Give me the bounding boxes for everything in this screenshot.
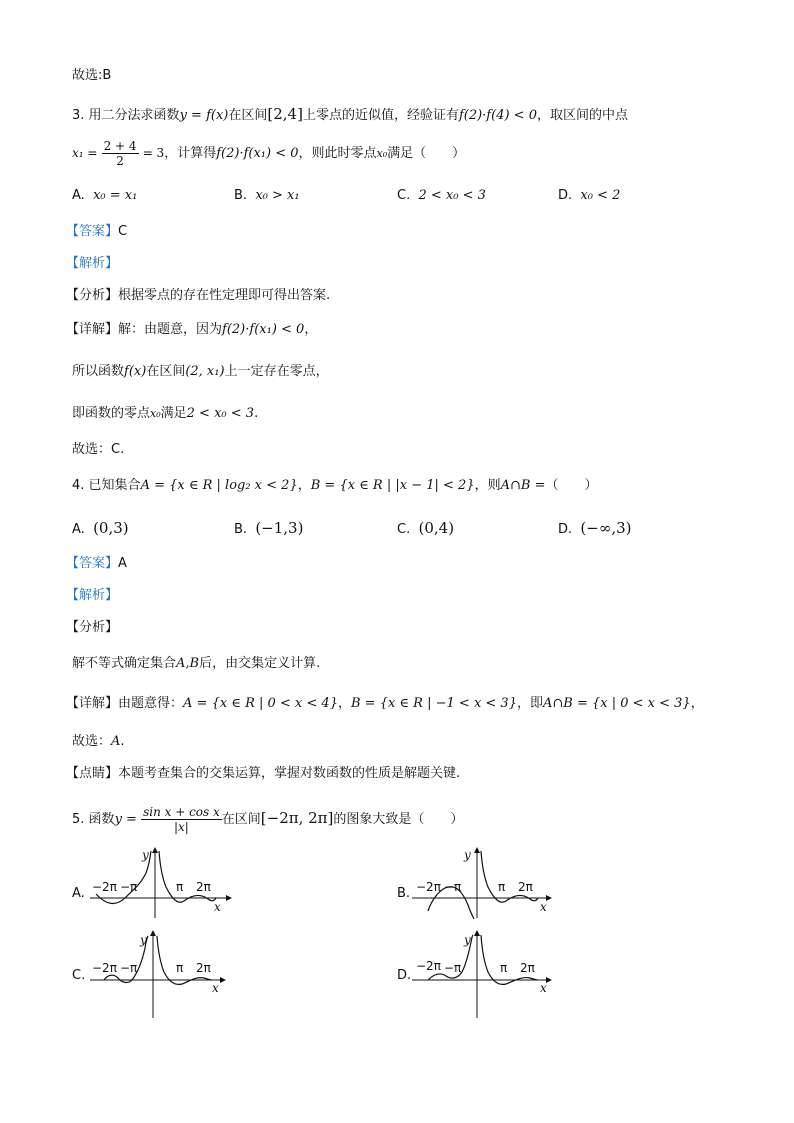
q3-x1: x₁ =	[72, 146, 98, 160]
q4-option-b[interactable]: B. (−1,3)	[234, 519, 304, 537]
q4-analysis-heading: 【解析】	[66, 588, 119, 603]
q5-number: 5.	[72, 812, 85, 827]
q3-fraction: $\frac{2 + 4}{2}$	[103, 139, 137, 168]
q4-set-a: A = {x ∈ R | log₂ x < 2}	[140, 478, 298, 493]
q4-fenxi: 解不等式确定集合A,B后，由交集定义计算.	[72, 656, 321, 671]
q3-condition2: f(2)·f(x₁) < 0	[216, 146, 299, 161]
q4-number: 4.	[72, 478, 85, 493]
q5-option-d-label[interactable]: D.	[397, 968, 412, 983]
tick-2pi: 2π	[196, 880, 211, 894]
q3-fenxi: 【分析】根据零点的存在性定理即可得出答案.	[66, 288, 331, 303]
y-axis-label: y	[140, 933, 147, 947]
q5-graph-a[interactable]	[88, 845, 238, 920]
q3-detail-line2: 所以函数f(x)在区间(2, x₁)上一定存在零点，	[72, 364, 329, 379]
q3-option-a[interactable]: A. x₀ = x₁	[72, 188, 138, 203]
x-axis-label: x	[212, 981, 219, 995]
q4-option-c[interactable]: C. (0,4)	[397, 519, 455, 537]
q3-answer: 【答案】C	[66, 224, 128, 239]
q4-option-d[interactable]: D. (−∞,3)	[558, 519, 632, 537]
q4-answer: 【答案】A	[66, 556, 127, 571]
q3-analysis-heading: 【解析】	[66, 256, 119, 271]
q3-detail: 【详解】解：由题意，因为f(2)·f(x₁) < 0，	[66, 322, 318, 337]
q3-text: 用二分法求函数	[88, 108, 180, 123]
q5-option-b-label[interactable]: B.	[397, 886, 411, 901]
q4-set-b: B = {x ∈ R | |x − 1| < 2}	[310, 478, 475, 493]
tick-pi: π	[176, 880, 184, 894]
q5-graph-d[interactable]	[410, 928, 560, 1020]
y-axis-label: y	[142, 848, 149, 862]
y-axis-label: y	[464, 848, 471, 862]
x-axis-label: x	[540, 981, 547, 995]
tick-pi: π	[498, 880, 506, 894]
q4-detail: 【详解】由题意得：A = {x ∈ R | 0 < x < 4}，B = {x ∈ R | −1 < x < 3}，即A∩B = {x | 0 < x < 3}，	[66, 696, 704, 711]
q3-condition: f(2)·f(4) < 0	[458, 108, 537, 123]
q5-graph-c[interactable]	[88, 928, 238, 1020]
tick-2pi: 2π	[196, 961, 211, 975]
tick-neg2pi: −2π	[92, 880, 117, 894]
q4-option-a[interactable]: A. (0,3)	[72, 519, 129, 537]
q3-option-c[interactable]: C. 2 < x₀ < 3	[397, 188, 486, 203]
q5-fraction: $\frac{\text{sin x + cos x}}{|x|}$	[143, 805, 220, 834]
q3-number: 3.	[72, 108, 85, 123]
tick-neg2pi: −2π	[416, 880, 441, 894]
q3-final: 故选：C.	[72, 442, 125, 457]
tick-2pi: 2π	[518, 880, 533, 894]
q3-stem-line2: x₁ = $\frac{2 + 4}{2}$ = 3，计算得f(2)·f(x₁) < 0，则此时零点x₀满足（ ）	[72, 139, 466, 168]
x-axis-label: x	[540, 900, 547, 914]
tick-neg2pi: −2π	[92, 961, 117, 975]
q4-fenxi-heading: 【分析】	[66, 620, 119, 635]
tick-pi: π	[500, 961, 508, 975]
q5-stem: 5. 函数y = $\frac{\text{sin x + cos x}}{|x|}$ 在区间[−2π, 2π]的图象大致是（ ）	[72, 805, 464, 834]
q3-option-b[interactable]: B. x₀ > x₁	[234, 188, 300, 203]
tick-negpi: −π	[120, 961, 138, 975]
q3-detail-line3: 即函数的零点x₀满足2 < x₀ < 3.	[72, 406, 259, 421]
q4-dianjing: 【点睛】本题考查集合的交集运算，掌握对数函数的性质是解题关键.	[66, 766, 461, 781]
x-axis-label: x	[214, 900, 221, 914]
y-axis-label: y	[464, 933, 471, 947]
q5-option-c-label[interactable]: C.	[72, 968, 86, 983]
tick-negpi: −π	[120, 880, 138, 894]
q5-option-a-label[interactable]: A.	[72, 886, 85, 901]
q3-option-d[interactable]: D. x₀ < 2	[558, 188, 621, 203]
q3-stem-line1: 3. 用二分法求函数y = f(x)在区间[2,4]上零点的近似值，经验证有f(2)·f(4) < 0，取区间的中点	[72, 105, 628, 123]
q4-final: 故选：A.	[72, 734, 125, 749]
tick-2pi: 2π	[520, 961, 535, 975]
tick-negpi: −π	[444, 961, 462, 975]
q3-interval: [2,4]	[267, 105, 303, 123]
tick-pi: π	[176, 961, 184, 975]
tick-neg2pi: −2π	[416, 959, 441, 973]
prev-answer: 故选:B	[72, 68, 112, 83]
tick-negpi: −π	[444, 880, 462, 894]
q4-stem: 4. 已知集合A = {x ∈ R | log₂ x < 2}，B = {x ∈ R | |x − 1| < 2}，则A∩B =（ ）	[72, 478, 598, 493]
q5-graph-b[interactable]	[410, 845, 560, 920]
q3-function: y = f(x)	[179, 108, 229, 123]
